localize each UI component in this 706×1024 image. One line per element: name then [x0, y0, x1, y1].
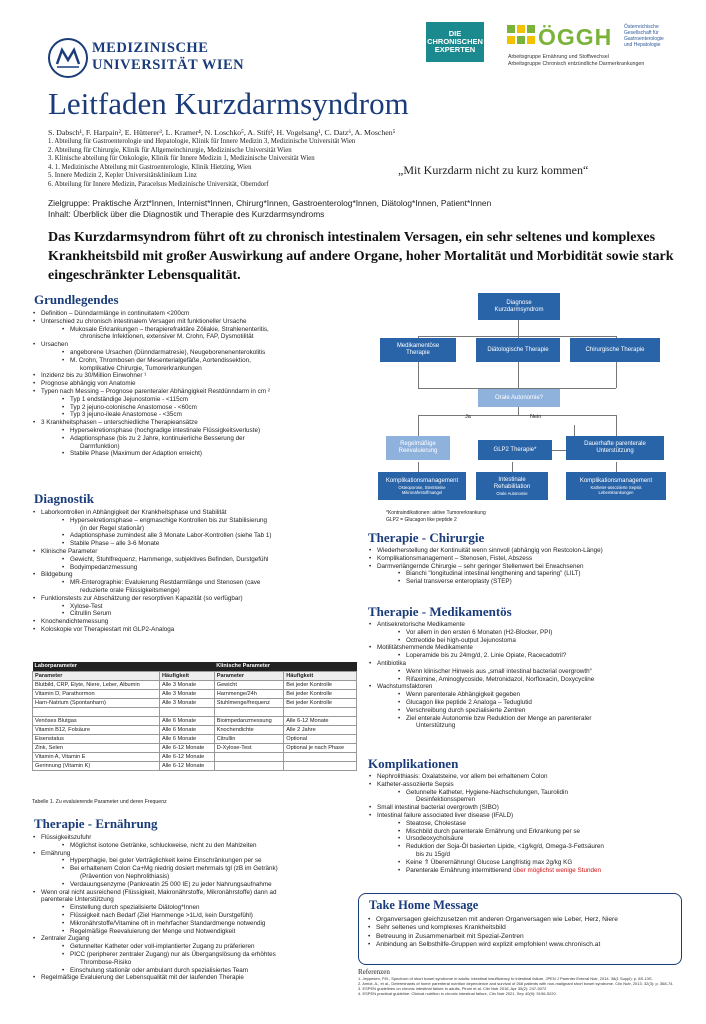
table-cell: Alle 6 Monate: [159, 716, 214, 725]
affiliation: 3. Klinische abteilung für Onkologie, Klinik für Innere Medizin 1, Medizinische Universität Wien: [48, 155, 315, 163]
section-heading-chirurgie: Therapie - Chirurgie: [368, 530, 485, 545]
list-item: • Steatose, Cholestase: [368, 820, 686, 828]
chirurgie-list: [368, 547, 686, 586]
table-row: [33, 734, 357, 743]
table-cell: Bioimpedanzmessung: [214, 716, 284, 725]
list-item: • Nephrolithiasis: Oxalatsteine, vor allem bei erhaltenem Colon: [368, 773, 686, 781]
list-item: • Typen nach Messing – Prognose parenteraler Abhängigkeit Restdünndarm in cm ²: [32, 388, 362, 396]
flow-box-title: Komplikationsmanagement: [579, 477, 653, 484]
list-item: • Bei erhaltenem Colon Ca+Mg niedrig dosiert mehrmals tgl (zB im Getränk): [32, 865, 362, 873]
list-item: • Glucagon like peptide 2 Analoga – Teduglutid: [368, 699, 686, 707]
chronischen-experten-logo: DIE CHRONISCHEN EXPERTEN: [426, 22, 484, 62]
parameter-table: [32, 662, 357, 771]
table-cell: Alle 6-12 Monate: [159, 761, 214, 770]
take-home-item: • Sehr seltenes und komplexes Krankheitsbild: [367, 924, 677, 932]
list-item: • Wenn oral nicht ausreichend (Flüssigkeit, Makronährstoffe, Mikronährstoffe) dann ad: [32, 889, 362, 897]
table-cell: [214, 707, 284, 716]
table-cell: Alle 3 Monate: [159, 680, 214, 689]
flow-label-ja: Ja: [465, 414, 471, 420]
column-header: Häufigkeit: [284, 671, 357, 680]
section-heading-komplikationen: Komplikationen: [368, 756, 459, 771]
table-cell: Optional je nach Phase: [284, 743, 357, 752]
section-heading-ernaehrung: Therapie - Ernährung: [34, 816, 158, 831]
flow-intestinale-rehabilitation: [476, 472, 548, 500]
flow-komplikationsmanagement-1: [378, 472, 466, 500]
table-cell: [284, 707, 357, 716]
university-name: MEDIZINISCHE UNIVERSITÄT WIEN: [92, 40, 245, 73]
table-cell: Vitamin D, Parathormon: [33, 689, 160, 698]
take-home-item: • Anbindung an Selbsthilfe-Gruppen wird explizit empfohlen! www.chronisch.at: [367, 941, 677, 949]
flow-glp2-therapie: GLP2 Therapie*: [478, 440, 552, 460]
grundlegendes-list: [32, 310, 362, 458]
list-item: • Bildgebung: [32, 571, 362, 579]
affiliation: 1. Abteilung für Gastroenterologie und Hepatologie, Klinik für Innere Medizin 3, Medizinische Universität Wien: [48, 138, 356, 145]
table-cell: Alle 3 Monate: [159, 689, 214, 698]
list-item: komplikative Chirurgie, Tumorerkrankungen: [80, 364, 202, 372]
list-item: • Citrullin Serum: [32, 610, 362, 618]
list-item: • Vor allem in den ersten 6 Monaten (H2-Blocker, PPI): [368, 629, 686, 637]
list-item: • Ursodeoxycholsäure: [368, 835, 686, 843]
list-item: • Regelmäßige Reevaluierung der Menge und Notwendigkeit: [32, 928, 362, 936]
section-heading-medikamentoes: Therapie - Medikamentös: [368, 604, 512, 619]
flow-note-glp2: GLP2 = Glucagon like peptide 2: [386, 517, 457, 523]
reference-item: 1. Jeppesen, P.B., Spectrum of short bowel syndrome in adults: intestinal insufficiency to intestinal failure. JPEN J Parenter Enteral Nutr, 2014. 38(1 Suppl): p. 8S-13S.: [358, 976, 653, 981]
table-cell: Alle 6 Monate: [159, 725, 214, 734]
flow-box-title: Komplikationsmanagement: [385, 477, 459, 484]
flow-chirurgische-therapie: Chirurgische Therapie: [570, 338, 660, 362]
affiliation: 5. Innere Medizin 2, Kepler Universitätsklinikum Linz: [48, 172, 197, 180]
list-item: • Keine ⇑ Überernährung! Glucose Langfristig max 2g/kg KG: [368, 859, 686, 867]
list-item: • Adaptionsphase zumindest alle 3 Monate Labor-Kontrollen (siehe Tab 1): [32, 532, 362, 540]
flow-orale-autonomie: Orale Autonomie?: [478, 389, 560, 407]
list-item: • Wachstumsfaktoren: [368, 683, 686, 691]
oeggh-subtitle: Österreichische Gesellschaft für Gastroenterologie und Hepatologie: [624, 24, 664, 48]
list-item: [368, 867, 686, 875]
list-item: • Zentraler Zugang: [32, 935, 362, 943]
list-item: • Katheter-assoziierte Sepsis: [368, 781, 686, 789]
table-cell: Alle 6 Monate: [159, 734, 214, 743]
table-cell: Optional: [284, 734, 357, 743]
list-item: • Mischbild durch parenterale Ernährung und Erkrankung per se: [368, 828, 686, 836]
list-item: • Getunnelter Katheter oder voll-implantierter Zugang zu präferieren: [32, 943, 362, 951]
list-item: chronische Infektionen, extensiver M. Crohn, FAP, Dysmotilität: [80, 333, 254, 341]
section-heading-diagnostik: Diagnostik: [34, 491, 94, 506]
list-item: • Mikronährstoffe/Vitamine oft in mehrfacher Standardmenge notwendig: [32, 920, 362, 928]
ernaehrung-list: [32, 834, 362, 982]
reference-item: 4. ESPEN practical guideline: Clinical nutrition in chronic intestinal failure, Clin Nutr 2021, Sep 40(9): 5196-5220.: [358, 991, 557, 996]
list-item: • Bianchi "longitudinal intestinal lengthening and tapering" (LILT): [368, 570, 686, 578]
list-item: • Ziel enterale Autonomie bzw Reduktion der Menge an parenteraler: [368, 715, 686, 723]
list-item: Unterstützung: [416, 722, 456, 730]
list-item: • Flüssigkeit nach Bedarf (Ziel Harnmenge >1L/d, kein Durstgefühl): [32, 912, 362, 920]
list-item-text: Parenterale Ernährung intermittierend: [406, 866, 512, 874]
list-item: • Stabile Phase – alle 3-6 Monate: [32, 540, 362, 548]
zielgruppe: Zielgruppe: Praktische Ärzt*Innen, Internist*Innen, Chirurg*Innen, Gastroenterolog*Innen, Diätolog*Innen, Patient*Innen: [48, 198, 492, 208]
table-body: [33, 680, 357, 770]
affiliation: 2. Abteilung für Chirurgie, Klinik für Allgemeinchirurgie, Medizinische Universität Wien: [48, 146, 292, 154]
list-item: Thrombose-Risiko: [80, 958, 132, 966]
list-item: • Xylose-Test: [32, 603, 362, 611]
flow-medikamentoese-therapie: Medikamentöse Therapie: [380, 338, 456, 362]
flow-diaetologische-therapie: Diätologische Therapie: [476, 338, 560, 362]
list-item: • Möglichst isotone Getränke, schluckweise, nicht zu den Mahlzeiten: [32, 842, 362, 850]
table-cell: Eisenstatus: [33, 734, 160, 743]
flow-box-subtitle: Osteoporose, Stentsteine Mikronährstoffmangel: [398, 484, 446, 495]
list-item: • Reduktion der Soja-Öl basierten Lipide, <1g/kg/d, Omega-3-Fettsäuren: [368, 843, 686, 851]
list-item: • M. Crohn, Thrombosen der Mesenterialgefäße, Aortendissektion,: [32, 357, 362, 365]
take-home-item: • Organversagen gleichzusetzen mit anderen Organversagen wie Leber, Herz, Niere: [367, 916, 677, 924]
table-row: [33, 752, 357, 761]
list-item: • Hypersekretionsphase (hochgradige intestinale Flüssigkeitsverluste): [32, 427, 362, 435]
table-cell: Blutbild, CRP, Elyte, Niere, Leber, Albumin: [33, 680, 160, 689]
list-item: • Regelmäßige Evaluierung der Lebensqualität mit der laufenden Therapie: [32, 974, 362, 982]
list-item: • Verdauungsenzyme (Pankreatin 25 000 IE) zu jeder Nahrungsaufnahme: [32, 881, 362, 889]
list-item: • Koloskopie vor Therapiestart mit GLP2-Analoga: [32, 626, 362, 634]
inhalt: Inhalt: Überblick über die Diagnostik und Therapie des Kurzdarmsyndroms: [48, 209, 325, 219]
list-item: • Einschulung stationär oder ambulant durch spezialisiertes Team: [32, 967, 362, 975]
table-cell: Alle 6-12 Monate: [159, 752, 214, 761]
affiliation: 4. 1. Medizinische Abteilung mit Gastroenterologie, Klinik Hietzing, Wien: [48, 163, 252, 171]
table-cell: Bei jeder Kontrolle: [284, 698, 357, 707]
list-item: • Komplikationsmanagement – Stenosen, Fistel, Abszess: [368, 555, 686, 563]
list-item: • Octreotide bei high-output Jejunostoma: [368, 637, 686, 645]
table-row: [33, 689, 357, 698]
table-group-header: Klinische Parameter: [214, 662, 356, 671]
list-item: parenterale Unterstützung: [41, 896, 114, 904]
list-item: Darmfunktion): [80, 442, 120, 450]
table-cell: Knochendichte: [214, 725, 284, 734]
oeggh-logo-mark-icon: [506, 24, 536, 46]
reference-item: 2. Amiot, A., et al., Determinants of home parenteral nutrition dependence and survival of 268 patients with non-malignant short bowel syndrome. Clin Nutr, 2013. 32(3): p. 368-74.: [358, 981, 674, 986]
flow-reevaluierung: Regelmäßige Reevaluierung: [386, 436, 450, 460]
table-cell: Harnmenge/24h: [214, 689, 284, 698]
medikamentoes-list: [368, 621, 686, 730]
list-item: • Definition – Dünndarmlänge in continuitatem <200cm: [32, 310, 362, 318]
list-item: (in der Regel stationär): [80, 524, 145, 532]
flow-diagnose: Diagnose Kurzdarmsyndrom: [478, 293, 560, 320]
list-item: • Ursachen: [32, 341, 362, 349]
arbeitsgruppen: Arbeitsgruppe Ernährung und Stoffwechsel Arbeitsgruppe Chronisch entzündliche Darmerkrankungen: [508, 54, 645, 67]
flow-box-subtitle: Katheter-assoziierte Sepsis Leberekrankungen: [590, 484, 642, 495]
table-cell: Alle 2 Jahre: [284, 725, 357, 734]
lead-statement: Das Kurzdarmsyndrom führt oft zu chronisch intestinalem Versagen, ein sehr seltenes und komplexes Krankheitsbild mit großer Auswirkung auf andere Organe, hoher Mortalität und Morbidität sowie stark eingeschränkter Lebensqualität.: [48, 230, 674, 283]
table-cell: Alle 6-12 Monate: [284, 716, 357, 725]
list-item: • Antibiotika: [368, 660, 686, 668]
flow-box-subtitle: Orale Autonomie: [496, 490, 528, 496]
table-cell: [284, 752, 357, 761]
list-item: • Unterschied zu chronisch intestinalem Versagen mit funktioneller Ursache: [32, 318, 362, 326]
take-home-item: • Betreuung in Zusammenarbeit mit Spezial-Zentren: [367, 933, 677, 941]
list-item-highlight: über möglichst wenige Stunden: [513, 866, 601, 874]
references-list: [358, 976, 688, 996]
table-cell: [214, 752, 284, 761]
column-header: Häufigkeit: [159, 671, 214, 680]
table-caption: Tabelle 1. Zu evaluierende Parameter und deren Frequenz: [32, 799, 167, 805]
list-item: • Motilitätshemmende Medikamente: [368, 644, 686, 652]
table-cell: Alle 6-12 Monate: [159, 743, 214, 752]
list-item: reduzierte orale Flüssigkeitsmenge): [80, 586, 180, 594]
list-item: • angeborene Ursachen (Dünndarmatresie), Neugeborenenenterokolitis: [32, 349, 362, 357]
list-item: • Rifaximine, Aminoglycoside, Metronidazol, Norfloxacin, Doxycycline: [368, 676, 686, 684]
list-item: • Wenn parenterale Abhängigkeit gegeben: [368, 691, 686, 699]
university-seal-icon: [48, 38, 88, 78]
table-row: [33, 716, 357, 725]
table-cell: Gerinnung (Vitamin K): [33, 761, 160, 770]
take-home-heading: Take Home Message: [369, 898, 479, 912]
list-item: • Einstellung durch spezialisierte Diätolog*Innen: [32, 904, 362, 912]
affiliation: 6. Abteilung für Innere Medizin, Paracelsus Medizinische Universität, Oberndorf: [48, 180, 269, 188]
diagnostik-list: [32, 509, 362, 634]
list-item: • 3 Krankheitsphasen – unterschiedliche Therapieansätze: [32, 419, 362, 427]
list-item: Desinfektionssperren: [416, 796, 476, 804]
list-item: • Stabile Phase (Maximum der Adaption erreicht): [32, 450, 362, 458]
table-cell: Citrullin: [214, 734, 284, 743]
flow-label-nein: Nein: [530, 414, 542, 420]
table-cell: [284, 761, 357, 770]
list-item: • Gewicht, Stuhlfrequenz, Harnmenge, subjektives Befinden, Durstgefühl: [32, 556, 362, 564]
list-item: • Verschreibung durch spezialisierte Zentren: [368, 707, 686, 715]
list-item: • Typ 3 jejuno-ileale Anastomose - <35cm: [32, 411, 362, 419]
table-row: [33, 743, 357, 752]
list-item: • Hyperphagie, bei guter Verträglichkeit keine Einschränkungen per se: [32, 857, 362, 865]
table-cell: [214, 761, 284, 770]
table-cell: Vitamin A, Vitamin E: [33, 752, 160, 761]
list-item: bis zu 15g/d: [416, 850, 450, 858]
authors: S. Dabsch¹, F. Harpain², E. Hütterer³, L. Kramer⁴, N. Loschko⁵, A. Stift², H. Vogelsang¹, C. Datz⁶, A. Moschen⁵: [48, 128, 396, 137]
list-item: • Small intestinal bacterial overgrowth (SIBO): [368, 804, 686, 812]
motto-quote: „Mit Kurzdarm nicht zu kurz kommen“: [398, 163, 589, 177]
table-cell: Alle 3 Monate: [159, 698, 214, 707]
table-row: [33, 707, 357, 716]
list-item: • Mukosale Erkrankungen – therapierefraktäre Zöliakie, Strahlenenteritis,: [32, 326, 362, 334]
table-group-header: Laborparameter: [33, 662, 215, 671]
table-row: [33, 761, 357, 770]
list-item: • MR-Enterographie: Evaluierung Restdarmlänge und Stenosen (cave: [32, 579, 362, 587]
list-item: • Intestinal failure associated liver disease (IFALD): [368, 812, 686, 820]
table-row: [33, 680, 357, 689]
table-cell: Venöses Blutgas: [33, 716, 160, 725]
take-home-list: [367, 916, 677, 950]
flow-note-contraindications: *Kontraindikationen: aktive Tumorerkrankung: [386, 510, 486, 516]
section-heading-grundlegendes: Grundlegendes: [34, 292, 119, 307]
flow-komplikationsmanagement-2: [566, 472, 666, 500]
list-item: • Antisekretorische Medikamente: [368, 621, 686, 629]
list-item: • Wiederherstellung der Kontinuität wenn sinnvoll (abhängig von Restcolon-Länge): [368, 547, 686, 555]
table-row: [33, 698, 357, 707]
table-cell: Gewicht: [214, 680, 284, 689]
table-cell: Bei jeder Kontrolle: [284, 689, 357, 698]
oeggh-name: ÖGGH: [538, 24, 613, 50]
flow-dauerhafte-unterstuetzung: Dauerhafte parenterale Unterstützung: [566, 436, 664, 460]
list-item: • Wenn klinischer Hinweis aus „small intestinal bacterial overgrowth“: [368, 668, 686, 676]
table-cell: [159, 707, 214, 716]
list-item: • Typ 1 endständige Jejunostomie - <115cm: [32, 396, 362, 404]
list-item: • Ernährung: [32, 850, 362, 858]
list-item: • Adaptionsphase (bis zu 2 Jahre, kontinuierliche Besserung der: [32, 435, 362, 443]
table-cell: Zink, Selen: [33, 743, 160, 752]
table-cell: Vitamin B12, Folsäure: [33, 725, 160, 734]
komplikationen-list: [368, 773, 686, 874]
list-item: (Prävention von Nephrolithiasis): [80, 872, 170, 880]
list-item: • Hypersekretionsphase – engmaschige Kontrollen bis zur Stabilisierung: [32, 517, 362, 525]
list-item: • Bodyimpedanzmessung: [32, 564, 362, 572]
list-item: • Inzidenz bis zu 30/Million Einwohner ¹: [32, 372, 362, 380]
list-item: • Knochendichtemessung: [32, 618, 362, 626]
take-home-box: [358, 893, 682, 965]
affiliations: [48, 138, 355, 190]
list-item: • Serial transverse enteroplasty (STEP): [368, 578, 686, 586]
table-cell: D-Xylose-Test: [214, 743, 284, 752]
list-item: • Getunnelte Katheter, Hygiene-Nachschulungen, Taurolidin: [368, 789, 686, 797]
list-item: • Darmverlängernde Chirurgie – sehr geringer Stellenwert bei Erwachsenen: [368, 563, 686, 571]
table-row: [33, 725, 357, 734]
list-item: • Loperamide bis zu 24mg/d, 2. Linie Opiate, Racecadotril?: [368, 652, 686, 660]
list-item: • Prognose abhängig von Anatomie: [32, 380, 362, 388]
reference-item: 3. ESPEN guidelines on chronic intestinal failure in adults, Pironi et al. Clin Nutr 2016, Apr 35(2): 247-3072: [358, 986, 547, 991]
flow-box-title: Intestinale Rehabilitation: [493, 476, 531, 490]
table-cell: [33, 707, 160, 716]
column-header: Parameter: [214, 671, 284, 680]
list-item: • Klinische Parameter: [32, 548, 362, 556]
references-heading: Referenzen: [358, 968, 390, 976]
list-item: • Typ 2 jejuno-colonische Anastomose - <60cm: [32, 404, 362, 412]
list-item: • Laborkontrollen in Abhängigkeit der Krankheitsphase und Stabilität: [32, 509, 362, 517]
poster-title: Leitfaden Kurzdarmsyndrom: [48, 86, 409, 121]
list-item: • PICC (peripherer zentraler Zugang) nur als Übergangslösung da erhöhtes: [32, 951, 362, 959]
column-header: Parameter: [33, 671, 160, 680]
list-item: • Funktionstests zur Abschätzung der resorptiven Kapazität (so verfügbar): [32, 595, 362, 603]
table-cell: Stuhlmenge/frequenz: [214, 698, 284, 707]
table-cell: Bei jeder Kontrolle: [284, 680, 357, 689]
list-item: • Flüssigkeitszufuhr: [32, 834, 362, 842]
table-cell: Harn-Natrium (Spontanharn): [33, 698, 160, 707]
